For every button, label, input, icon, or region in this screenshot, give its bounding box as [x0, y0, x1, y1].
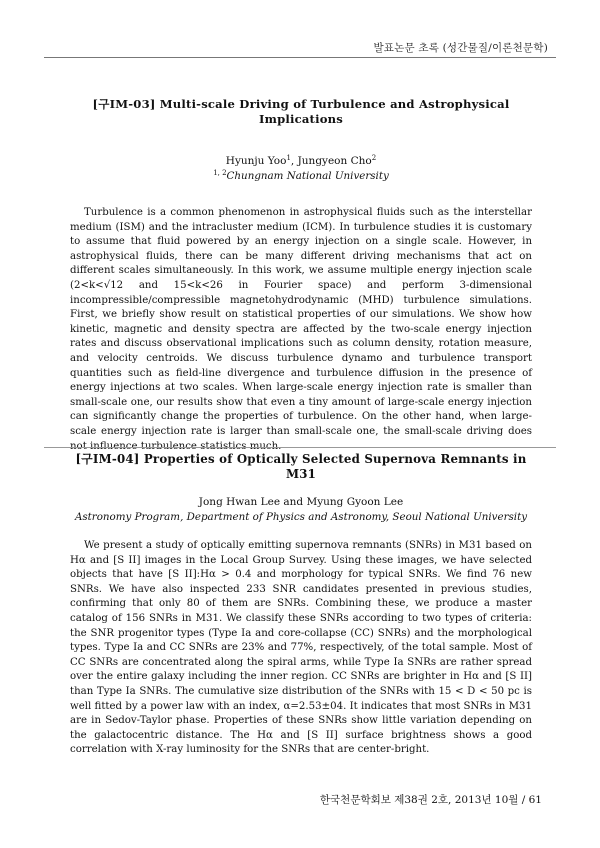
abstract-body: Turbulence is a common phenomenon in astrophysical fluids such as the interstellar medium (ISM) and the intracluster medium (ICM). In turbulence studies it is customary to assume that fluid powered by an energy injection on a single scale. However, in astrophysical fluids, there can be many different driving mechanisms that act on different scales simultaneously. In this work, we assume multiple energy injection scale (2<k<√12 and 15<k<26 in Fourier space) and perform 3-dimensional incompressible/compressible magnetohydrodynamic (MHD) turbulence simulations. First, we briefly show result on statistical properties of our simulations. We show how kinetic, magnetic and density spectra are affected by the two-scale energy injection rates and discuss observational implications such as column density, rotation measure, and velocity centroids. We discuss turbulence dynamo and turbulence transport quantities such as field-line divergence and turbulence diffusion in the presence of energy injections at two scales. When large-scale energy injection rate is smaller than small-scale one, our results show that even a tiny amount of large-scale energy injection can significantly change the properties of turbulence. On the other hand, when large-scale energy injection rate is larger than small-scale one, the small-scale driving does not influence turbulence statistics much.	[70, 207, 532, 452]
abstract-affiliation	[70, 169, 532, 184]
abstract-affiliation: Astronomy Program, Department of Physics and Astronomy, Seoul National University	[74, 511, 528, 523]
author-2-affil-mark: 2	[371, 154, 377, 162]
header-divider	[44, 57, 556, 58]
page-footer: 한국천문학회보 제38권 2호, 2013년 10월 / 61	[319, 794, 542, 806]
author-2: , Jungyeon Cho	[290, 155, 372, 167]
running-header: 발표논문 초록 (성간물질/이론천문학)	[373, 42, 548, 54]
abstract-title: [구IM-04] Properties of Optically Selected Supernova Remnants in M31	[75, 452, 527, 481]
abstract-authors	[70, 155, 532, 167]
abstract-body: We present a study of optically emitting supernova remnants (SNRs) in M31 based on Hα and [S II] images in the Local Group Survey. Using these images, we have selected objects that have [S II]:Hα > 0.4 and morphology for typical SNRs. We find 76 new SNRs. We have also inspected 233 SNR candidates presented in previous studies, confirming that only 80 of them are SNRs. Combining these, we produce a master catalog of 156 SNRs in M31. We classify these SNRs according to two types of criteria: the SNR progenitor types (Type Ia and core-collapse (CC) SNRs) and the morphological types. Type Ia and CC SNRs are 23% and 77%, respectively, of the total sample. Most of CC SNRs are concentrated along the spiral arms, while Type Ia SNRs are rather spread over the entire galaxy including the inner region. CC SNRs are brighter in Hα and [S II] than Type Ia SNRs. The cumulative size distribution of the SNRs with 15 < D < 50 pc is well fitted by a power law with an index, α=2.53±04. It indicates that most SNRs in M31 are in Sedov-Taylor phase. Properties of these SNRs show little variation depending on the galactocentric distance. The Hα and [S II] surface brightness shows a good correlation with X-ray luminosity for the SNRs that are center-bright.	[70, 540, 532, 756]
abstract-title: [구IM-03] Multi-scale Driving of Turbulence and Astrophysical Implications	[92, 97, 510, 126]
affiliation-name: Chungnam National University	[226, 170, 389, 182]
section-divider	[44, 447, 556, 448]
abstract-authors: Jong Hwan Lee and Myung Gyoon Lee	[198, 496, 404, 508]
author-1-affil-mark: 1	[286, 154, 291, 162]
abstract-im-04	[70, 452, 532, 758]
author-1: Hyunju Yoo	[225, 155, 287, 167]
abstract-im-03	[70, 97, 532, 454]
affiliation-marks: 1, 2	[213, 169, 227, 177]
